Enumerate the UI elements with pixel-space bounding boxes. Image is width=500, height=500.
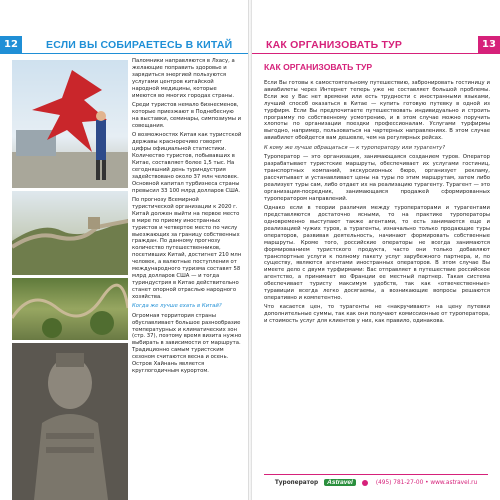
section-subtitle: КАК ОРГАНИЗОВАТЬ ТУР [264, 62, 373, 72]
great-wall-aerial-photo [12, 278, 128, 340]
question-heading: К кому же лучше обращаться — к туроператору или турагенту? [264, 144, 446, 151]
right-page-header [252, 36, 500, 54]
paragraph: Паломники направляются в Лхасу, а желающие поправить здоровье и зарядиться энергией пользуются услугами центров китайской народной медицины, которые имеются во многих городах страны. [132, 58, 235, 99]
left-page-text [132, 58, 242, 377]
right-page-text [264, 80, 490, 328]
left-page-number: 12 [0, 36, 22, 54]
paragraph: Среди туристов немало бизнесменов, которые приезжают в Поднебесную на выставки, семинары, симпозиумы и совещания. [132, 102, 242, 129]
question-heading: Когда же лучше ехать в Китай? [132, 303, 222, 310]
contacts-text: (495) 781-27-00 • www.astravel.ru [375, 479, 478, 486]
terracotta-warrior-photo [12, 343, 128, 500]
paragraph: Туроператор — это организация, занимающаяся созданием туров. Оператор разрабатывает туристские маршруты, обеспечивает их услугами гостиниц, транспортных компаний, экскурсионных бюро, организует рекламу, рассчитывает и устанавливает цены на туры по этим маршрутам, затем либо реализует туры сам, либо отдает их на реализацию турагенту. Турагент — это организация-посредник, занимающаяся продажей сформированных туроператором направлений. [264, 154, 490, 202]
great-wall-photo [12, 191, 128, 275]
paragraph: По прогнозу Всемирной туристической организации к 2020 г. Китай должен выйти на первое место в мире по приему иностранных туристов и четвертое место по числу выезжающих за границу собственных граждан. По данному прогнозу количество путешественников, посетивших Китай, достигнет 210 млн человек, а валютные поступления от международного туризма составят 58 млрд долларов США — и тогда туриндустрия в Китае действительно станет опорной отраслью народного хозяйства. [132, 197, 242, 300]
kite-festival-photo [12, 60, 128, 188]
phone-icon [362, 480, 368, 486]
paragraph: Однако если в теории различия между туроператорами и турагентами представляются достаточно ясными, то на практике туроператоры одновременно выступают также агентами, то есть занимаются еще и реализацией чужих туров, а турагенты, изначально только продающие туры операторов, развивая деятельность, начинают формировать собственные маршруты. Кроме того, российские операторы не всегда занимаются формированием туристского продукта, часто они только добавляют транспортные услуги к полному пакету услуг зарубежного партнера, и, по существу, являются агентами иностранных операторов. В этом случае Вы имеете дело с двумя турфирмами: Вас отправляет в путешествие российское агентство, а принимает во Франции ее местный партнер. Такая система обеспечивает туристу максимум удобств, так как «отвечественные» туравиции всегда легко досягаемы, а возникающие вопросы решаются оперативно и компетентно. [264, 205, 490, 301]
operator-label: Туроператор [274, 479, 319, 486]
left-page-title: ЕСЛИ ВЫ СОБИРАЕТЕСЬ В КИТАЙ [46, 39, 233, 51]
left-page-header [0, 36, 248, 54]
paragraph: Огромная территория страны обуславливает большое разнообразие температурных и климатических зон (стр. 37), поэтому время визита нужно выбирать в зависимости от маршрута. Традиционно самым туристским сезоном считаются весна и осень. Остров Хайнань является круглогодичным курортом. [132, 312, 242, 374]
right-page-title: КАК ОРГАНИЗОВАТЬ ТУР [266, 39, 403, 51]
paragraph: Что касается цен, то турагенты не «накручивают» на цену путевки дополнительные суммы, так как они получают комиссионные от туроператора, и стоимость услуг для клиентов у них, как правило, одинакова. [264, 304, 490, 325]
left-page [0, 0, 248, 500]
paragraph: О возможностях Китая как туристской державы красноречиво говорят цифры официальной статистики. Количество туристов, побывавших в Китае, составляет более 1,5 тыс. На сегодняшний день туриндустрия задействовано около 37 млн человек. Основной капитал турбизнеса страны превысил 33 100 млрд долларов США. [132, 132, 242, 194]
astravel-logo: Astravel [324, 479, 356, 486]
paragraph: Если Вы готовы к самостоятельному путешествию, забронировать гостиницу и авиабилеты через Интернет теперь уже не составляет большой проблемы. Если же у Вас нет времени или есть трудности с иностранными языками, лучший способ оказаться в Китае — купить готовую путевку в одной из турфирм. Если Вы предпочитаете путешествовать индивидуально и строить программу по собственному усмотрению, и в этом случае можно поручить хлопоты по организации поездки профессионалам. Услугами турфирмы выгодно, например, пользоваться на чартерных направлениях. В этом случае авиабилет обойдется вам дешевле, чем на регулярных рейсах. [264, 80, 490, 142]
right-page [252, 0, 500, 500]
advert-footer [264, 474, 488, 488]
right-page-number: 13 [478, 36, 500, 54]
